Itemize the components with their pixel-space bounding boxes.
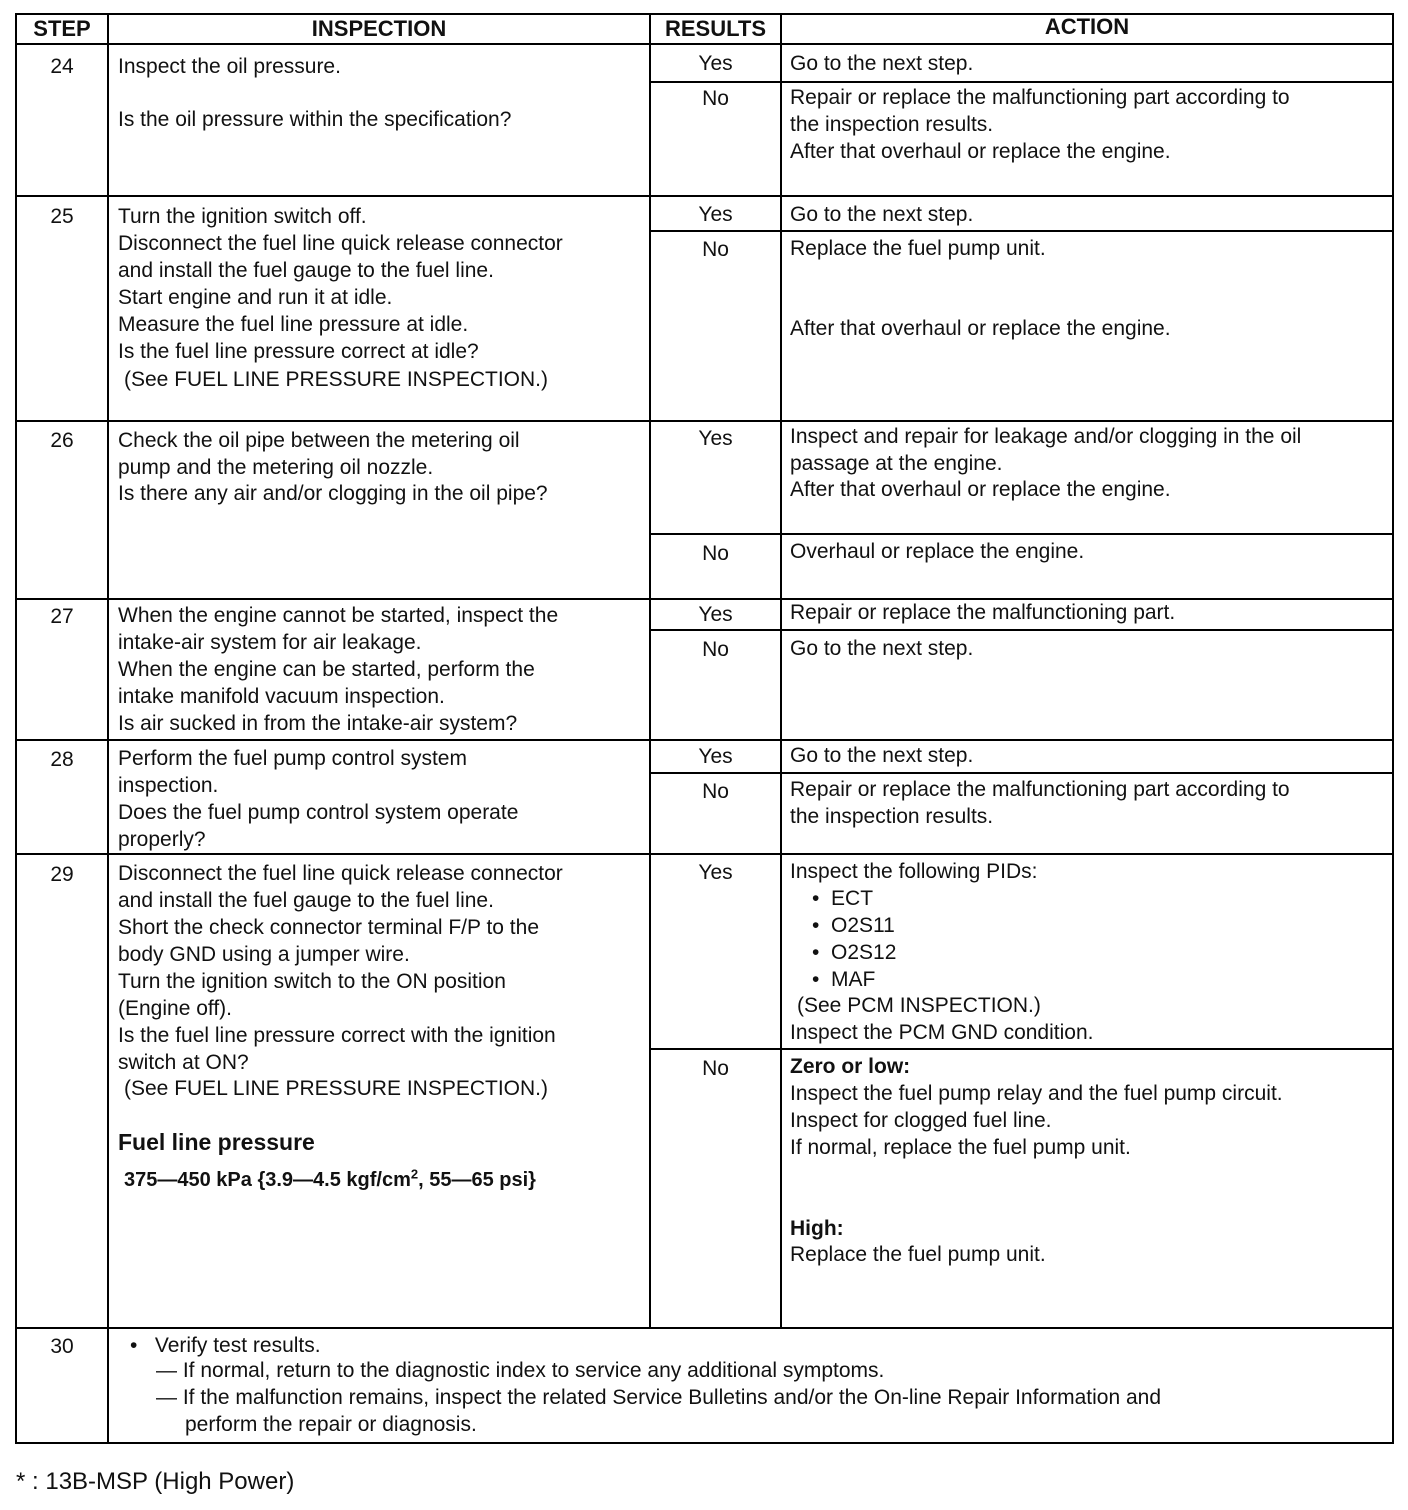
result-yes: Yes	[698, 52, 733, 75]
result-yes: Yes	[698, 427, 733, 450]
header-step: STEP	[33, 16, 91, 41]
inspection-line: When the engine can be started, perform the	[118, 658, 535, 681]
yes-no-divider	[651, 230, 1394, 232]
inspection-line: switch at ON?	[118, 1051, 249, 1074]
spec-value	[124, 1167, 536, 1194]
inspection-line: Short the check connector terminal F/P to the	[118, 916, 539, 939]
inspection-line: Turn the ignition switch off.	[118, 205, 367, 228]
action-line: Repair or replace the malfunctioning part according to	[790, 778, 1290, 801]
result-yes: Yes	[698, 603, 733, 626]
yes-no-divider	[651, 1048, 1394, 1050]
spec-title: Fuel line pressure	[118, 1129, 315, 1155]
inspection-line: Is air sucked in from the intake-air system?	[118, 712, 518, 735]
result-no: No	[702, 638, 729, 661]
pid-list-item	[812, 912, 895, 939]
inspection-line: properly?	[118, 828, 206, 851]
pid-list-item	[812, 939, 896, 966]
column-divider-results	[780, 13, 782, 1329]
yes-no-divider	[651, 629, 1394, 631]
inspection-line: and install the fuel gauge to the fuel line.	[118, 259, 494, 282]
bullet-icon: •	[812, 941, 832, 964]
result-yes: Yes	[698, 203, 733, 226]
action-line: Inspect the following PIDs:	[790, 860, 1038, 883]
inspection-line: Perform the fuel pump control system	[118, 747, 467, 770]
action-line: Go to the next step.	[790, 637, 974, 660]
verify-subline: perform the repair or diagnosis.	[185, 1413, 477, 1436]
inspection-line: intake manifold vacuum inspection.	[118, 685, 445, 708]
verify-subline: — If the malfunction remains, inspect the related Service Bulletins and/or the On-line Repair Information and	[156, 1386, 1162, 1409]
step-number: 26	[50, 429, 74, 452]
inspection-line: pump and the metering oil nozzle.	[118, 456, 434, 479]
inspection-line: Measure the fuel line pressure at idle.	[118, 313, 469, 336]
pid-name: O2S12	[831, 941, 897, 964]
action-line: Inspect the fuel pump relay and the fuel pump circuit.	[790, 1082, 1283, 1105]
yes-no-divider	[651, 81, 1394, 83]
inspection-line: Turn the ignition switch to the ON position	[118, 970, 506, 993]
step-row-divider	[15, 1327, 1394, 1329]
spec-value-main: 375—450 kPa {3.9—4.5 kgf/cm	[124, 1169, 411, 1191]
action-line: the inspection results.	[790, 805, 994, 828]
yes-no-divider	[651, 772, 1394, 774]
result-no: No	[702, 542, 729, 565]
inspection-line: When the engine cannot be started, inspect the	[118, 604, 559, 627]
verify-subline: — If normal, return to the diagnostic index to service any additional symptoms.	[156, 1359, 885, 1382]
result-no: No	[702, 87, 729, 110]
column-divider-step	[107, 13, 109, 1444]
step-number: 27	[50, 605, 74, 628]
action-line: Replace the fuel pump unit.	[790, 237, 1046, 260]
inspection-line: (See FUEL LINE PRESSURE INSPECTION.)	[124, 368, 548, 391]
step-row-divider	[15, 195, 1394, 197]
pid-name: MAF	[831, 968, 876, 991]
inspection-line: Is the fuel line pressure correct with the ignition	[118, 1024, 556, 1047]
step-number: 29	[50, 863, 74, 886]
inspection-line: Check the oil pipe between the metering oil	[118, 429, 520, 452]
step-number: 30	[50, 1335, 74, 1358]
header-rule	[15, 43, 1394, 45]
result-no: No	[702, 780, 729, 803]
inspection-line: and install the fuel gauge to the fuel line.	[118, 889, 494, 912]
action-line: Repair or replace the malfunctioning part.	[790, 601, 1176, 624]
inspection-line: Inspect the oil pressure.	[118, 55, 341, 78]
inspection-line: Start engine and run it at idle.	[118, 286, 393, 309]
result-no: No	[702, 238, 729, 261]
step-number: 25	[50, 205, 74, 228]
action-line: After that overhaul or replace the engine.	[790, 317, 1171, 340]
inspection-line: intake-air system for air leakage.	[118, 631, 422, 654]
action-line: Go to the next step.	[790, 52, 974, 75]
inspection-line: (Engine off).	[118, 997, 233, 1020]
inspection-line: Does the fuel pump control system operate	[118, 801, 519, 824]
result-yes: Yes	[698, 745, 733, 768]
action-subheading: High:	[790, 1217, 844, 1240]
header-action: ACTION	[1044, 14, 1130, 39]
inspection-line: Is there any air and/or clogging in the oil pipe?	[118, 482, 548, 505]
action-line: passage at the engine.	[790, 452, 1003, 475]
action-line: Inspect the PCM GND condition.	[790, 1021, 1094, 1044]
action-line: After that overhaul or replace the engine.	[790, 140, 1171, 163]
spec-superscript: 2	[410, 1166, 419, 1182]
action-line: After that overhaul or replace the engine.	[790, 478, 1171, 501]
action-line: Go to the next step.	[790, 744, 974, 767]
bullet-icon: •	[812, 968, 832, 991]
inspection-line: inspection.	[118, 774, 219, 797]
pid-name: ECT	[831, 887, 874, 910]
step-row-divider	[15, 739, 1394, 741]
bullet-icon: •	[812, 887, 832, 910]
step-row-divider	[15, 598, 1394, 600]
footnote: * : 13B-MSP (High Power)	[16, 1468, 295, 1495]
action-line: If normal, replace the fuel pump unit.	[790, 1136, 1131, 1159]
step-number: 24	[50, 55, 74, 78]
verify-text: Verify test results.	[154, 1334, 321, 1357]
action-line: the inspection results.	[790, 113, 994, 136]
inspection-line: (See FUEL LINE PRESSURE INSPECTION.)	[124, 1077, 548, 1100]
step-number: 28	[50, 748, 74, 771]
action-line: Overhaul or replace the engine.	[790, 540, 1085, 563]
inspection-line: Disconnect the fuel line quick release connector	[118, 232, 563, 255]
action-subheading: Zero or low:	[790, 1055, 911, 1078]
action-line: Repair or replace the malfunctioning part according to	[790, 86, 1290, 109]
action-line: Go to the next step.	[790, 203, 974, 226]
pid-list-item	[812, 885, 873, 912]
result-no: No	[702, 1057, 729, 1080]
action-line: (See PCM INSPECTION.)	[797, 994, 1041, 1017]
pid-list-item	[812, 966, 875, 993]
inspection-line: body GND using a jumper wire.	[118, 943, 410, 966]
bullet-icon: •	[130, 1334, 155, 1357]
pid-name: O2S11	[831, 914, 895, 937]
action-line: Inspect for clogged fuel line.	[790, 1109, 1052, 1132]
step-row-divider	[15, 420, 1394, 422]
bullet-icon: •	[812, 914, 832, 937]
action-line: Replace the fuel pump unit.	[790, 1243, 1046, 1266]
inspection-line: Is the oil pressure within the specification?	[118, 108, 512, 131]
header-results: RESULTS	[664, 16, 767, 41]
verify-item	[130, 1332, 321, 1359]
yes-no-divider	[651, 533, 1394, 535]
spec-value-tail: , 55—65 psi}	[418, 1169, 536, 1191]
result-yes: Yes	[698, 861, 733, 884]
inspection-line: Disconnect the fuel line quick release connector	[118, 862, 563, 885]
step-row-divider	[15, 853, 1394, 855]
inspection-line: Is the fuel line pressure correct at idle?	[118, 340, 479, 363]
header-inspection: INSPECTION	[311, 16, 447, 41]
action-line: Inspect and repair for leakage and/or clogging in the oil	[790, 425, 1302, 448]
